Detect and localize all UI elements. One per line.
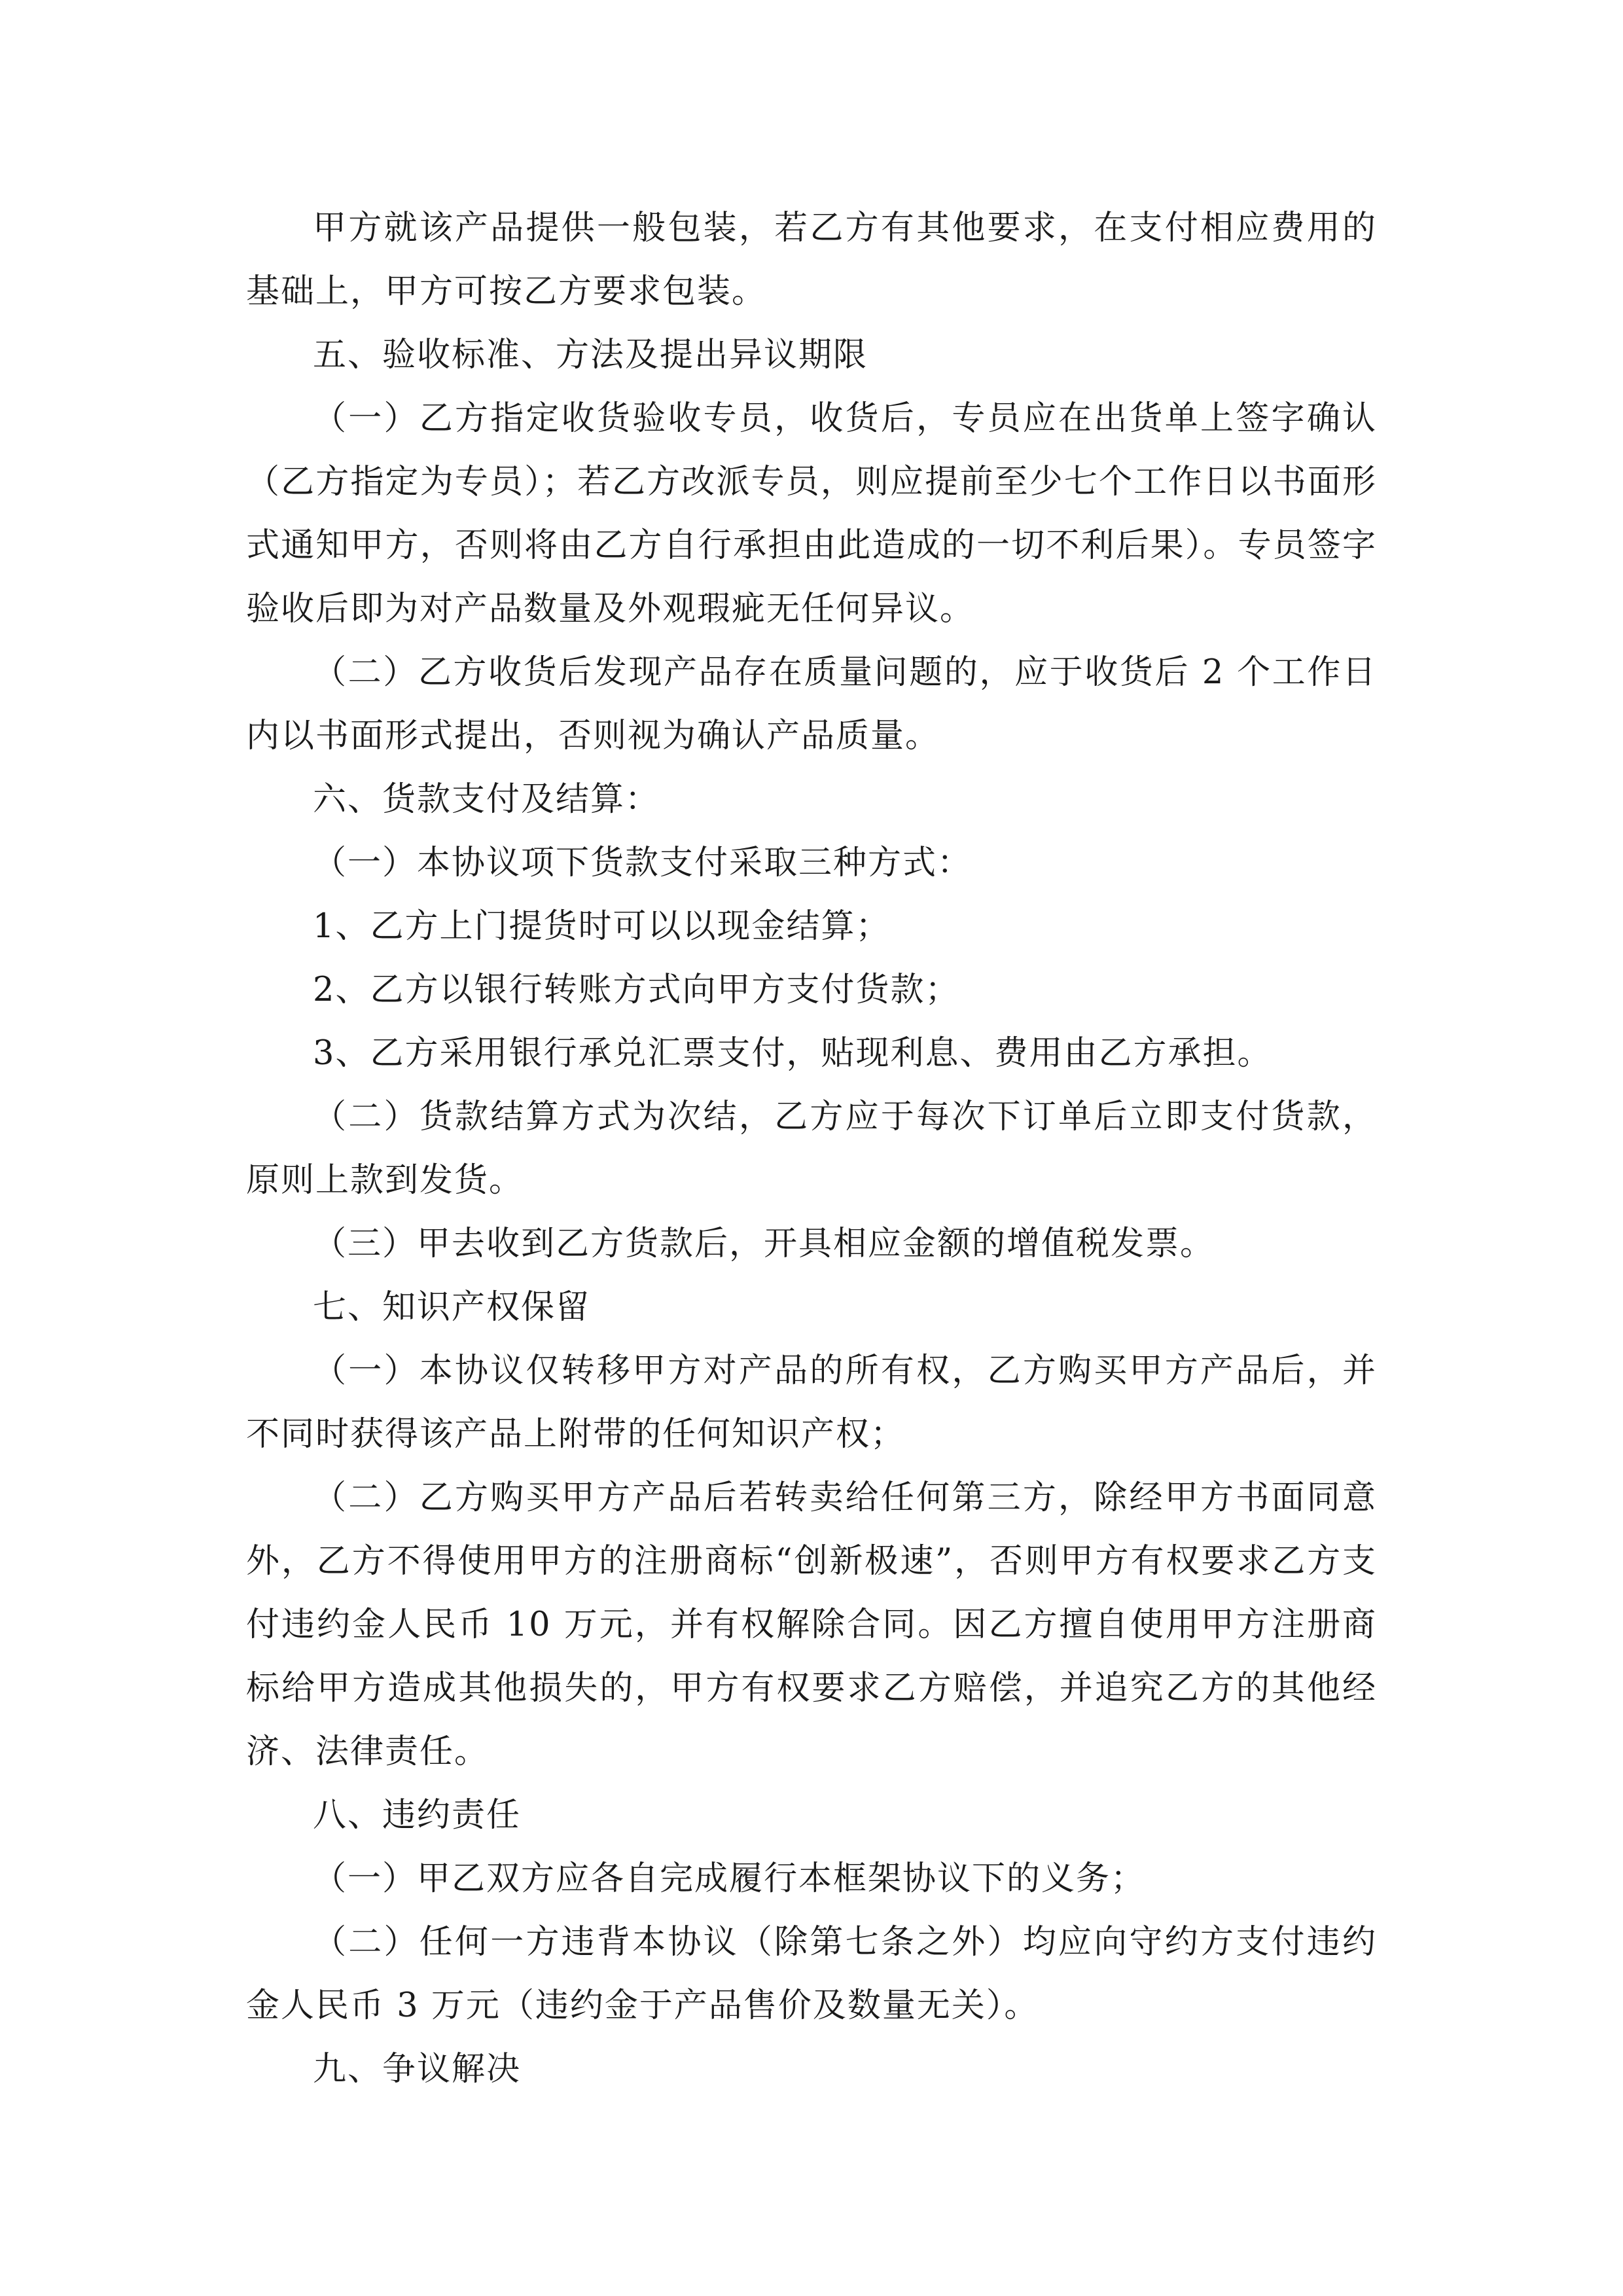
ip-clause-1: （一）本协议仅转移甲方对产品的所有权，乙方购买甲方产品后，并不同时获得该产品上附带的任何知识产权； xyxy=(246,1352,1377,1454)
section-heading-acceptance: 五、验收标准、方法及提出异议期限 xyxy=(313,336,868,374)
section-heading-payment: 六、货款支付及结算： xyxy=(313,780,660,819)
packaging-paragraph: 甲方就该产品提供一般包装，若乙方有其他要求，在支付相应费用的基础上，甲方可按乙方要求包装。 xyxy=(246,209,1377,311)
section-heading-liability: 八、违约责任 xyxy=(313,1796,522,1835)
acceptance-clause-1: （一）乙方指定收货验收专员，收货后，专员应在出货单上签字确认（乙方指定为专员）；若乙方改派专员，则应提前至少七个工作日以书面形式通知甲方，否则将由乙方自行承担由此造成的一切不利后果）。专员签字验收后即为对产品数量及外观瑕疵无任何异议。 xyxy=(246,399,1377,628)
payment-method-3: 3、乙方采用银行承兑汇票支付，贴现利息、费用由乙方承担。 xyxy=(313,1034,1272,1073)
liability-clause-1: （一）甲乙双方应各自完成履行本框架协议下的义务； xyxy=(313,1859,1146,1898)
payment-clause-3: （三）甲去收到乙方货款后，开具相应金额的增值税发票。 xyxy=(313,1225,1215,1263)
payment-method-2: 2、乙方以银行转账方式向甲方支付货款； xyxy=(313,971,960,1009)
section-heading-dispute: 九、争议解决 xyxy=(313,2050,522,2089)
payment-clause-2: （二）货款结算方式为次结，乙方应于每次下订单后立即支付货款，原则上款到发货。 xyxy=(246,1098,1377,1200)
section-heading-ip: 七、知识产权保留 xyxy=(313,1288,591,1327)
payment-clause-1: （一）本协议项下货款支付采取三种方式： xyxy=(313,844,972,882)
liability-clause-2: （二）任何一方违背本协议（除第七条之外）均应向守约方支付违约金人民币 3 万元（违约金于产品售价及数量无关）。 xyxy=(246,1923,1377,2025)
acceptance-clause-2: （二）乙方收货后发现产品存在质量问题的，应于收货后 2 个工作日内以书面形式提出，否则视为确认产品质量。 xyxy=(246,653,1377,755)
payment-method-1: 1、乙方上门提货时可以以现金结算； xyxy=(313,907,891,946)
document-body xyxy=(246,196,1377,2101)
ip-clause-2: （二）乙方购买甲方产品后若转卖给任何第三方，除经甲方书面同意外，乙方不得使用甲方的注册商标“创新极速”，否则甲方有权要求乙方支付违约金人民币 10 万元，并有权解除合同。因乙方擅自使用甲方注册商标给甲方造成其他损失的，甲方有权要求乙方赔偿，并追究乙方的其他经济、法律责任。 xyxy=(246,1479,1377,1771)
